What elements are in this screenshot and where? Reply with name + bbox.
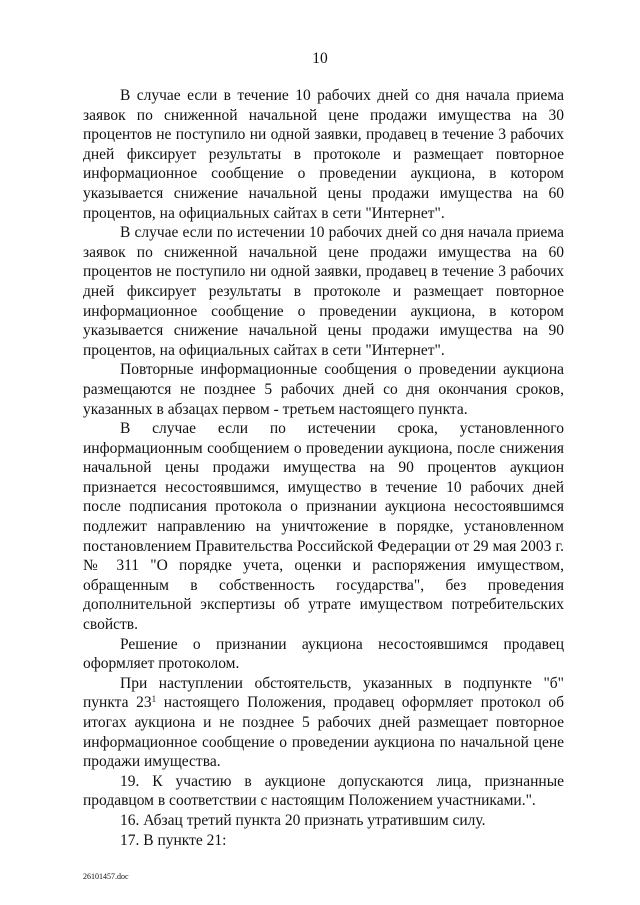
document-body	[83, 86, 564, 850]
footer-file-reference: 26101457.doc	[83, 872, 129, 881]
paragraph-7: 19. К участию в аукционе допускаются лица, признанные продавцом в соответствии с настоящим Положением участниками.".	[83, 772, 564, 810]
paragraph-6	[83, 674, 564, 772]
paragraph-8: 16. Абзац третий пункта 20 признать утратившим силу.	[120, 811, 486, 829]
paragraph-3: Повторные информационные сообщения о проведении аукциона размещаются не позднее 5 рабочих дней со дня окончания сроков, указанных в абзацах первом - третьем настоящего пункта.	[83, 361, 564, 418]
paragraph-6-text-after: настоящего Положения, продавец оформляет протокол об итогах аукциона и не позднее 5 рабочих дней размещает повторное информационное сообщение о проведении аукциона по начальной цене продажи имущества.	[83, 694, 564, 771]
paragraph-4: В случае если по истечении срока, установленного информационным сообщением о проведении аукциона, после снижения начальной цены продажи имущества на 90 процентов аукцион признается несостоявшимся, имущество в течение 10 рабочих дней после подписания протокола о признании аукциона несостоявшимся подлежит направлению на уничтожение в порядке, установленном постановлением Правительства Российской Федерации от 29 мая 2003 г. № 311 "О порядке учета, оценки и распоряжения имуществом, обращенным в собственность государства", без проведения дополнительной экспертизы об утрате имуществом потребительских свойств.	[83, 420, 564, 634]
paragraph-6-superscript: 1	[151, 694, 157, 705]
paragraph-9: 17. В пункте 21:	[120, 831, 227, 849]
paragraph-1: В случае если в течение 10 рабочих дней со дня начала приема заявок по сниженной начальной цене продажи имущества на 30 процентов не поступило ни одной заявки, продавец в течение 3 рабочих дней фиксирует результаты в протоколе и размещает повторное информационное сообщение о проведении аукциона, в котором указывается снижение начальной цены продажи имущества на 60 процентов, на официальных сайтах в сети "Интернет".	[83, 87, 564, 222]
paragraph-2: В случае если по истечении 10 рабочих дней со дня начала приема заявок по сниженной начальной цене продажи имущества на 60 процентов не поступило ни одной заявки, продавец в течение 3 рабочих дней фиксирует результаты в протоколе и размещает повторное информационное сообщение о проведении аукциона, в котором указывается снижение начальной цены продажи имущества на 90 процентов, на официальных сайтах в сети "Интернет".	[83, 224, 564, 359]
page-number: 10	[312, 50, 328, 67]
paragraph-6-text-before: При наступлении обстоятельств, указанных в подпункте "б" пункта 23	[83, 674, 564, 712]
paragraph-5: Решение о признании аукциона несостоявшимся продавец оформляет протоколом.	[83, 635, 564, 673]
